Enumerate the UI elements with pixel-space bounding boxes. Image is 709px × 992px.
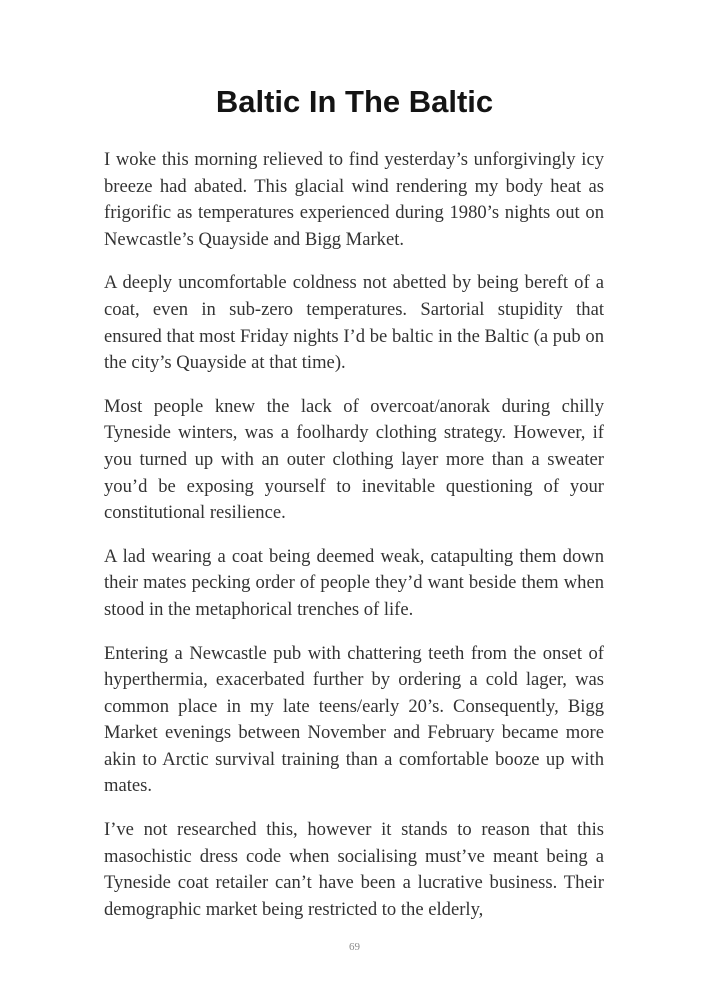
chapter-body <box>104 147 604 923</box>
paragraph-2: A deeply uncomfortable coldness not abetted by being bereft of a coat, even in sub-zero temperatures. Sartorial stupidity that ensured that most Friday nights I’d be baltic in the Baltic (a pub on the city’s Quayside at that time). <box>104 272 604 374</box>
chapter-title: Baltic In The Baltic <box>215 84 494 119</box>
paragraph-4: A lad wearing a coat being deemed weak, catapulting them down their mates pecking order of people they’d want beside them when stood in the metaphorical trenches of life. <box>104 545 604 620</box>
page-number: 69 <box>349 941 360 953</box>
paragraph-5: Entering a Newcastle pub with chattering teeth from the onset of hyperthermia, exacerbated further by ordering a cold lager, was common place in my late teens/early 20’s. Consequently, Bigg Market evenings between November and February became more akin to Arctic survival training than a comfortable booze up with mates. <box>104 642 604 797</box>
paragraph-3: Most people knew the lack of overcoat/anorak during chilly Tyneside winters, was a foolhardy clothing strategy. However, if you turned up with an outer clothing layer more than a sweater you’d be exposing yourself to inevitable questioning of your constitutional resilience. <box>104 395 604 524</box>
paragraph-6: I’ve not researched this, however it stands to reason that this masochistic dress code when socialising must’ve meant being a Tyneside coat retailer can’t have been a lucrative business. Their demographic market being restricted to the elderly, <box>104 819 604 920</box>
paragraph-1: I woke this morning relieved to find yesterday’s unforgivingly icy breeze had abated. This glacial wind rendering my body heat as frigorific as temperatures experienced during 1980’s nights out on Newcastle’s Quayside and Bigg Market. <box>104 149 604 250</box>
